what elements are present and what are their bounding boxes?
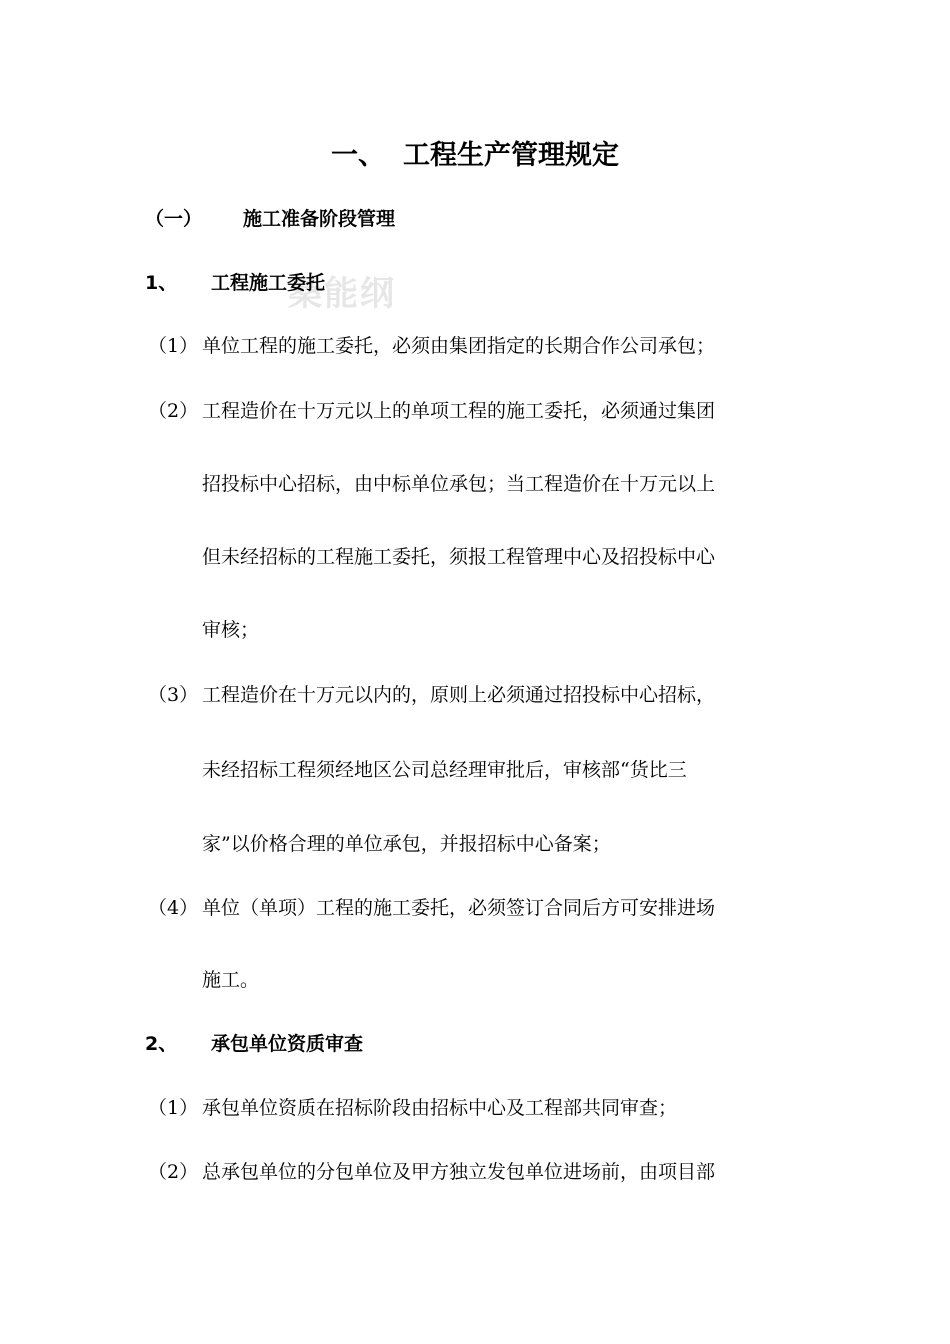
item-marker: （2） <box>148 1161 199 1183</box>
item-line: 审核； <box>202 619 260 641</box>
section-number: （一） <box>145 208 203 230</box>
item-line: 施工。 <box>202 969 260 991</box>
item-marker: （3） <box>148 684 199 706</box>
title-number: 一、 <box>331 140 385 171</box>
item-marker: （1） <box>148 335 199 357</box>
title-text: 工程生产管理规定 <box>403 140 619 171</box>
item-line: 未经招标工程须经地区公司总经理审批后，审核部“货比三 <box>202 759 687 781</box>
section-heading <box>145 204 395 231</box>
item-line: 承包单位资质在招标阶段由招标中心及工程部共同审查； <box>202 1097 678 1119</box>
item-line: 单位工程的施工委托，必须由集团指定的长期合作公司承包； <box>202 335 716 357</box>
item-line: 工程造价在十万元以内的，原则上必须通过招投标中心招标， <box>202 684 716 706</box>
subsection-number: 2、 <box>145 1033 178 1055</box>
item-line: 但未经招标的工程施工委托，须报工程管理中心及招投标中心 <box>202 546 716 568</box>
item-line: 总承包单位的分包单位及甲方独立发包单位进场前，由项目部 <box>202 1161 716 1183</box>
item-marker: （2） <box>148 400 199 422</box>
subsection-heading-1 <box>145 268 325 295</box>
subsection-text: 承包单位资质审查 <box>211 1033 364 1055</box>
item-line: 招投标中心招标，由中标单位承包；当工程造价在十万元以上 <box>202 473 716 495</box>
document-title <box>0 133 950 172</box>
subsection-number: 1、 <box>145 272 178 294</box>
item-marker: （4） <box>148 897 199 919</box>
item-line: 工程造价在十万元以上的单项工程的施工委托，必须通过集团 <box>202 400 716 422</box>
watermark: 桑能纲 <box>288 274 396 314</box>
item-line: 家”以价格合理的单位承包，并报招标中心备案； <box>202 833 611 855</box>
section-text: 施工准备阶段管理 <box>243 208 396 230</box>
subsection-heading-2 <box>145 1029 363 1056</box>
item-line: 单位（单项）工程的施工委托，必须签订合同后方可安排进场 <box>202 897 716 919</box>
item-marker: （1） <box>148 1097 199 1119</box>
subsection-text: 工程施工委托 <box>211 272 326 294</box>
